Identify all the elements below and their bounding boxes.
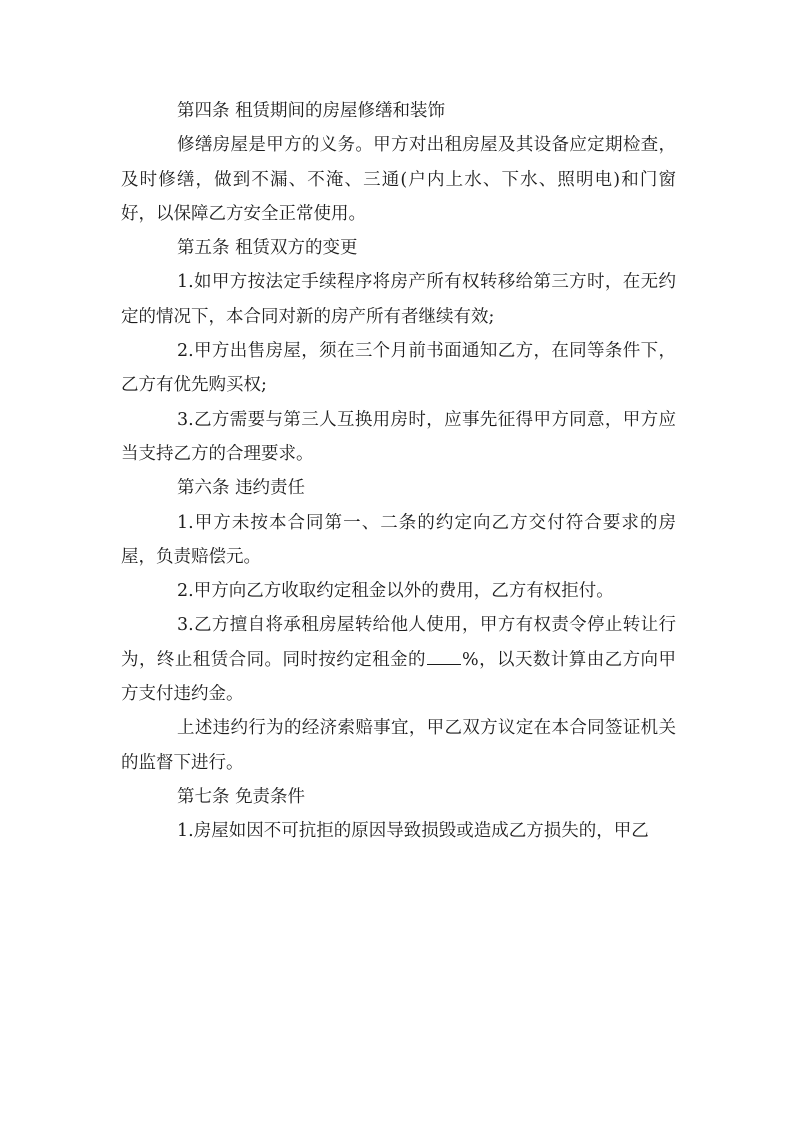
article5-heading: 第五条 租赁双方的变更 xyxy=(177,238,358,259)
article6-item-1: 1.甲方未按本合同第一、二条的约定向乙方交付符合要求的房屋，负责赔偿元。 xyxy=(121,512,676,567)
article6-heading: 第六条 违约责任 xyxy=(177,478,306,499)
fill-in-blank xyxy=(427,646,461,665)
article4-heading: 第四条 租赁期间的房屋修缮和装饰 xyxy=(177,101,446,121)
article6-item-3-after: %，以天数计算由乙方向甲方支付违约金。 xyxy=(121,649,676,705)
article7-item-1: 1.房屋如因不可抗拒的原因导致损毁或造成乙方损失的，甲乙 xyxy=(177,821,649,842)
article4-body: 修缮房屋是甲方的义务。甲方对出租房屋及其设备应定期检查，及时修缮，做到不漏、不淹、三通(户内上水、下水、照明电)和门窗好，以保障乙方安全正常使用。 xyxy=(121,135,676,224)
article6-item-3-before: 3.乙方擅自将承租房屋转给他人使用，甲方有权责令停止转让行为，终止租赁合同。同时按约定租金的 xyxy=(121,615,676,670)
article7-heading: 第七条 免责条件 xyxy=(177,786,306,807)
article6-item-3 xyxy=(121,608,676,711)
contract-text xyxy=(121,94,676,849)
article6-closing: 上述违约行为的经济索赔事宜，甲乙双方议定在本合同签证机关的监督下进行。 xyxy=(121,718,676,773)
article5-item-1: 1.如甲方按法定手续程序将房产所有权转移给第三方时，在无约定的情况下，本合同对新的房产所有者继续有效; xyxy=(121,272,676,327)
article6-item-2: 2.甲方向乙方收取约定租金以外的费用，乙方有权拒付。 xyxy=(177,581,614,602)
article5-item-2: 2.甲方出售房屋，须在三个月前书面通知乙方，在同等条件下，乙方有优先购买权; xyxy=(121,341,676,396)
article5-item-3: 3.乙方需要与第三人互换用房时，应事先征得甲方同意，甲方应当支持乙方的合理要求。 xyxy=(121,409,676,464)
